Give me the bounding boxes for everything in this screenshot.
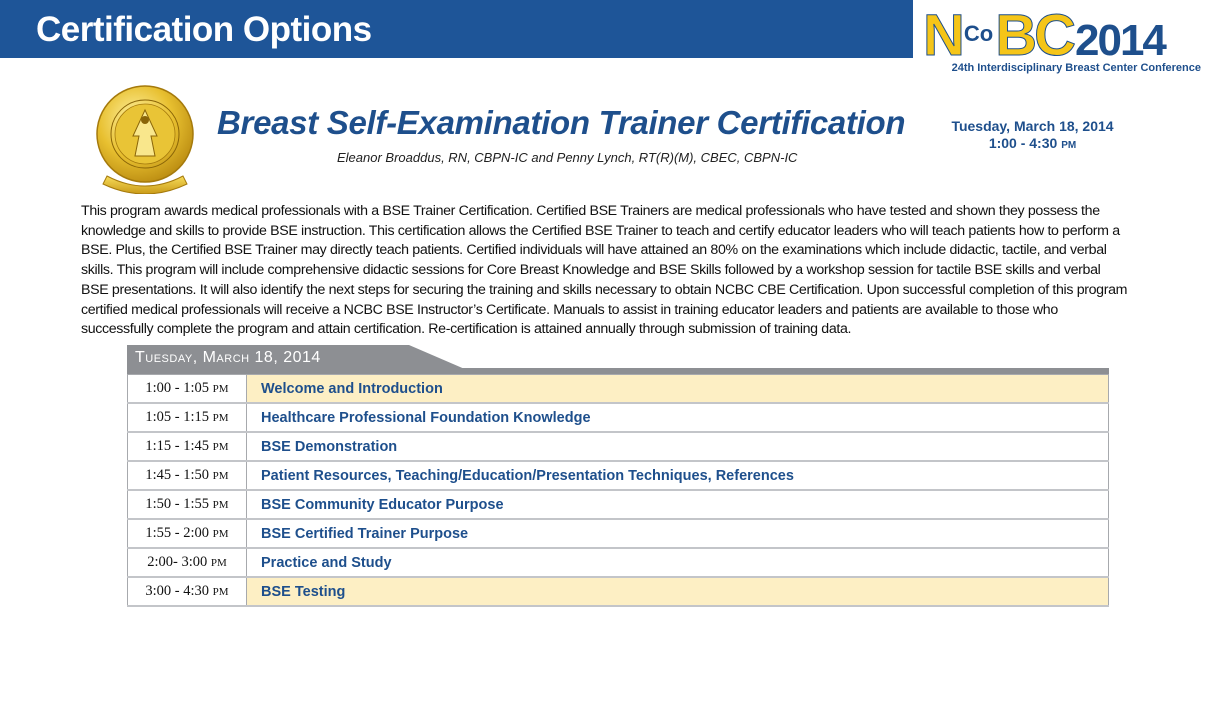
schedule-session: Patient Resources, Teaching/Education/Presentation Techniques, References	[247, 461, 1109, 490]
schedule-table	[127, 374, 1109, 607]
schedule-row	[128, 490, 1109, 519]
schedule-time-suffix: PM	[212, 412, 229, 424]
schedule-time-cell	[128, 461, 247, 490]
course-time: 1:00 - 4:30	[988, 135, 1058, 151]
schedule-time: 1:00 - 1:05	[145, 380, 210, 396]
schedule-time-suffix: PM	[212, 383, 229, 395]
schedule-session: Healthcare Professional Foundation Knowledge	[247, 403, 1109, 432]
schedule-session: BSE Testing	[247, 577, 1109, 606]
schedule-time: 1:05 - 1:15	[145, 409, 210, 425]
schedule-row	[128, 548, 1109, 577]
schedule-time-suffix: PM	[212, 470, 229, 482]
schedule-time-suffix: PM	[210, 557, 227, 569]
schedule-time-suffix: PM	[212, 586, 229, 598]
page-title: Certification Options	[36, 10, 372, 49]
schedule-row	[128, 432, 1109, 461]
schedule-time: 1:50 - 1:55	[145, 496, 210, 512]
schedule-time-cell	[128, 432, 247, 461]
schedule-session: BSE Community Educator Purpose	[247, 490, 1109, 519]
logo-wordmark	[923, 2, 1165, 68]
course-time-suffix: PM	[1061, 140, 1077, 151]
certification-seal-icon	[93, 84, 197, 194]
schedule-time-suffix: PM	[212, 441, 229, 453]
program-description: This program awards medical professionals with a BSE Trainer Certification. Certified BSE Trainers are medical professionals who have tested and shown they possess the knowledge and skills to provide BSE instruction. This certification allows the Certified BSE Trainer to teach and certify educator leaders who will teach patients how to perform a BSE. Plus, the Certified BSE Trainer may directly teach patients. Certified individuals will have attained an 80% on the examinations which include didactic, tactile, and verbal skills. This program will include comprehensive didactic sessions for Core Breast Knowledge and BSE Skills followed by a workshop session for tactile BSE skills and verbal BSE presentations. It will also identify the next steps for securing the training and skills necessary to obtain NCBC CBE Certification. Upon successful completion of this program certified medical professionals will receive a NCBC BSE Instructor’s Certificate. Manuals to assist in training educator leaders and patients are available to those who successfully complete the program and attain certification. Re-certification is attained annually through submission of training data.	[81, 203, 1128, 338]
schedule-row	[128, 519, 1109, 548]
conference-logo	[913, 0, 1225, 74]
schedule-time-cell	[128, 403, 247, 432]
schedule-time-cell	[128, 577, 247, 606]
logo-year: 2014	[1075, 16, 1165, 65]
schedule-time: 3:00 - 4:30	[145, 583, 210, 599]
logo-letters-bc: BC	[995, 3, 1073, 68]
schedule-time: 2:00- 3:00	[147, 554, 208, 570]
schedule-time-suffix: PM	[212, 528, 229, 540]
schedule-session: Practice and Study	[247, 548, 1109, 577]
schedule-time-suffix: PM	[212, 499, 229, 511]
schedule-session: BSE Certified Trainer Purpose	[247, 519, 1109, 548]
schedule-session: Welcome and Introduction	[247, 375, 1109, 404]
schedule-time-cell	[128, 375, 247, 404]
schedule-time: 1:15 - 1:45	[145, 438, 210, 454]
course-title: Breast Self-Examination Trainer Certification	[217, 104, 906, 141]
schedule-day-label: Tuesday, March 18, 2014	[135, 349, 321, 366]
course-date: Tuesday, March 18, 2014	[951, 118, 1114, 134]
schedule-time-cell	[128, 548, 247, 577]
course-time-line	[930, 135, 1135, 154]
schedule-row	[128, 577, 1109, 606]
schedule-day-tab	[127, 345, 467, 370]
schedule-body	[128, 375, 1109, 607]
course-presenters: Eleanor Broaddus, RN, CBPN-IC and Penny Lynch, RT(R)(M), CBEC, CBPN-IC	[337, 150, 798, 165]
schedule-session: BSE Demonstration	[247, 432, 1109, 461]
schedule-time-cell	[128, 490, 247, 519]
logo-letters-co: Co	[963, 21, 994, 46]
schedule-time: 1:45 - 1:50	[145, 467, 210, 483]
course-date-time	[930, 118, 1135, 154]
schedule-row	[128, 461, 1109, 490]
schedule-row	[128, 375, 1109, 404]
logo-letter-n: N	[923, 3, 962, 68]
schedule-time-cell	[128, 519, 247, 548]
schedule-time: 1:55 - 2:00	[145, 525, 210, 541]
schedule-row	[128, 403, 1109, 432]
conference-subtitle: 24th Interdisciplinary Breast Center Conference	[951, 62, 1201, 74]
